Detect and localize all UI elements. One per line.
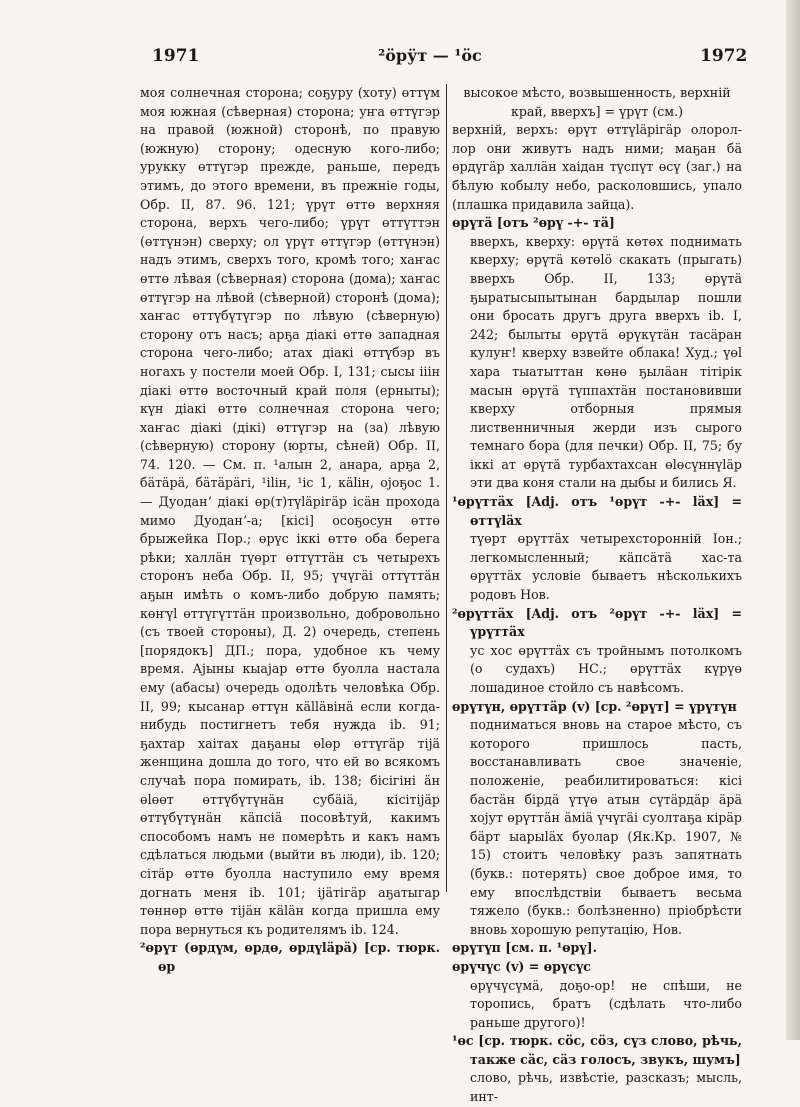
entry-body: подниматься вновь на старое мѣсто, съ которого пришлось пасть, восстанавливать свое значеніе, положеніе, реабилитироваться: кісі бастӓн бірдӓ үтүө атын сүтӓрдӓр ӓрӓ хојут өрүттӓн ӓміӓ үчүгӓі суолтаҕа кірӓр бӓрт ыарыlӓх буолар (Як.Кр. 1907, № 15) стоитъ человѣку разъ запятнать (букв.: потерять) свое доброе имя, то ему впослѣдствіи бываетъ весьма тяжело (букв.: болѣзненно) пріобрѣсти вновь хорошую репутацію, Нов.	[470, 717, 742, 937]
page-number-right: 1972	[700, 46, 748, 66]
entry-body: өрүчүсүмӓ, доҕо-ор! не спѣши, не торопись, братъ (сдѣлать что-либо раньше другого)!	[470, 977, 742, 1030]
entry-body: слово, рѣчь, извѣстіе, разсказъ; мысль, инт-	[470, 1070, 742, 1105]
headword: ¹өрүттӓх [Adj. отъ ¹өрүт -+- lӓх] = өттүlӓх	[452, 494, 742, 528]
entry-body: түөрт өрүттӓх четырехсторонній Іон.; легкомысленный; кӓпсӓтӓ хас-та өрүттӓх условіе бываетъ нѣсколькихъ родовъ Нов.	[470, 531, 742, 603]
headword: өрүчүс (v) = өрүсүс	[452, 958, 591, 974]
page-edge	[786, 0, 800, 1040]
entry-orytyn	[452, 698, 742, 717]
entry-body: ус хос өрүттӓх съ тройнымъ потолкомъ (о судахъ) НС.; өрүттӓх күрүө лошадиное стойло съ навѣсомъ.	[470, 642, 742, 695]
page-number-left: 1971	[152, 46, 200, 66]
headword: өрүтӓ [отъ ²өрү -+- тӓ]	[452, 215, 615, 231]
entry-body: вверхъ, кверху: өрүтӓ көтөх поднимать кверху; өрүтӓ көтөlӧ скакать (прыгать) вверхъ Обр. II, 133; өрүтӓ ҕыратысыпытынан бардылар пошли они бросать другъ друга вверхъ ib. I, 242; былыты өрүтӓ өрүкүтӓн тасӓран кулуҥ! кверху взвейте облака! Худ.; үөl хара тыатыттан көнө ҕылӓан тітірік масын өрүтӓ түппахтӓн постановивши кверху отборныя прямыя лиственничныя жерди изъ сырого темнаго бора (для печки) Обр. II, 75; бу іккі ат өрүтӓ турбахтахсан өlөсүннүlӓр эти два коня стали на дыбы и бились Я.	[470, 233, 742, 491]
entry-orytyp	[452, 939, 742, 958]
headword: өрүтүп [см. п. ¹өрү].	[452, 940, 597, 956]
entry-oryttah2	[452, 605, 742, 642]
left-column	[140, 84, 440, 977]
headword: өрүтүн, өрүттӓр (v) [ср. ²өрүт] = үрүтүн	[452, 698, 737, 714]
right-column	[452, 84, 742, 1107]
headword: ²өрүттӓх [Adj. отъ ²өрүт -+- lӓх] = үрүттӓх	[452, 605, 742, 640]
entry-os1	[452, 1032, 742, 1069]
entry-orychys	[452, 958, 742, 977]
entry-text: ²өрүт (өрдүм, өрдө, өрдүlӓрӓ) [ср. тюрк. өр	[140, 940, 440, 974]
page-header	[0, 46, 800, 70]
running-head: ²ӧрӱт — ¹ӧс	[378, 46, 482, 65]
entry-oryta	[452, 214, 742, 233]
entry-headword-oryt2	[140, 939, 440, 976]
entry-oryttah1	[452, 493, 742, 530]
entry-continuation: верхній, верхъ: өрүт өттүlӓрігӓр олорол-лор они живутъ надъ ними; маҕан бӓ өрдүгӓр халлӓн хаідан түспүт өсү (заг.) на бѣлую кобылу небо, расколовшись, упало (плашка придавила зайца).	[452, 122, 742, 212]
entry-continuation: высокое мѣсто, возвышенность, верхній край, вверхъ] = үрүт (см.)	[463, 85, 731, 119]
column-divider	[446, 84, 447, 892]
headword: ¹өс [ср. тюрк. сӧс, сӧз, сүз слово, рѣчь, также сӓс, сӓз голосъ, звукъ, шумъ]	[452, 1033, 742, 1067]
entry-continuation: моя солнечная сторона; соҕуру (хоту) өттүм моя южная (сѣверная) сторона; уҥа өттүгэр на правой (южной) сторонѣ, по правую (южную) сторону; одесную кого-либо; урукку өттүгэр прежде, раньше, передъ этимъ, до этого времени, въ прежніе годы, Обр. II, 87. 96. 121; үрүт өттө верхняя сторона, верхъ чего-либо; үрүт өттүттэн (өттүнэн) сверху; ол үрүт өттүгэр (өттүнэн) надъ этимъ, сверхъ того, кромѣ того; хаҥас өттө лѣвая (сѣверная) сторона (дома); хаҥас өттүгэр на лѣвой (сѣверной) сторонѣ (дома); хаҥас өттүбүтүгэр по лѣвую (сѣверную) сторону отъ насъ; арҕа діакі өттө западная сторона чего-либо; атах діакі өттүбэр въ ногахъ у постели моей Обр. I, 131; сысы ііін діакі өттө восточный край поля (ерныты); күн діакі өттө солнечная сторона чего; хаҥас діакі (дікі) өттүгэр на (за) лѣвую (сѣверную) сторону (юрты, сѣней) Обр. II, 74. 120. — См. п. ¹алын 2, анара, арҕа 2, бӓтӓрӓ, бӓтӓрӓгі, ¹іlін, ¹іс 1, кӓlін, оjоҕос 1. — Дуоданʼ діакі өр(т)түlӓрігӓр іcӓн прохода мимо Дуоданʼ-а; [кісі] осоҕосун өттө брыжейка Пор.; өрүс іккі өттө оба берега рѣки; халлӓн түөрт өттүттӓн съ четырехъ сторонъ неба Обр. II, 95; үчүгӓі оттүттӓн аҕын имѣть о комъ-либо добрую память; көҥүl өттүгүттӓн произвольно, добровольно (съ твоей стороны), Д. 2) очередь, степень [порядокъ] ДП.; пора, удобное къ чему время. Аjыны кыаjар өттө буолла настала ему (абасы) очередь одолѣть человѣка Обр. II, 99; кысанар өттүн кӓllӓвінӓ если когда-нибудь постигнетъ тебя нужда ib. 91; ҕахтар хаітах даҕаны өlөр өттүгӓр тіjӓ женщина дошла до того, что ей во всякомъ случаѣ пора помирать, ib. 138; бісігіні ӓн өlөөт өттүбүтүнӓн субӓіӓ, кісітіjӓр өттүбүтүнӓн кӓпсіӓ посовѣтуй, какимъ способомъ намъ не померѣть и какъ намъ сдѣлаться людьми (выйти въ люди), ib. 120; сітӓр өттө буолла наступило ему время догнать меня ib. 101; іjӓтігӓр аҕатыгар төннөр өттө тіjӓн кӓlӓн когда пришла ему пора вернуться къ родителямъ ib. 124.	[140, 85, 440, 937]
